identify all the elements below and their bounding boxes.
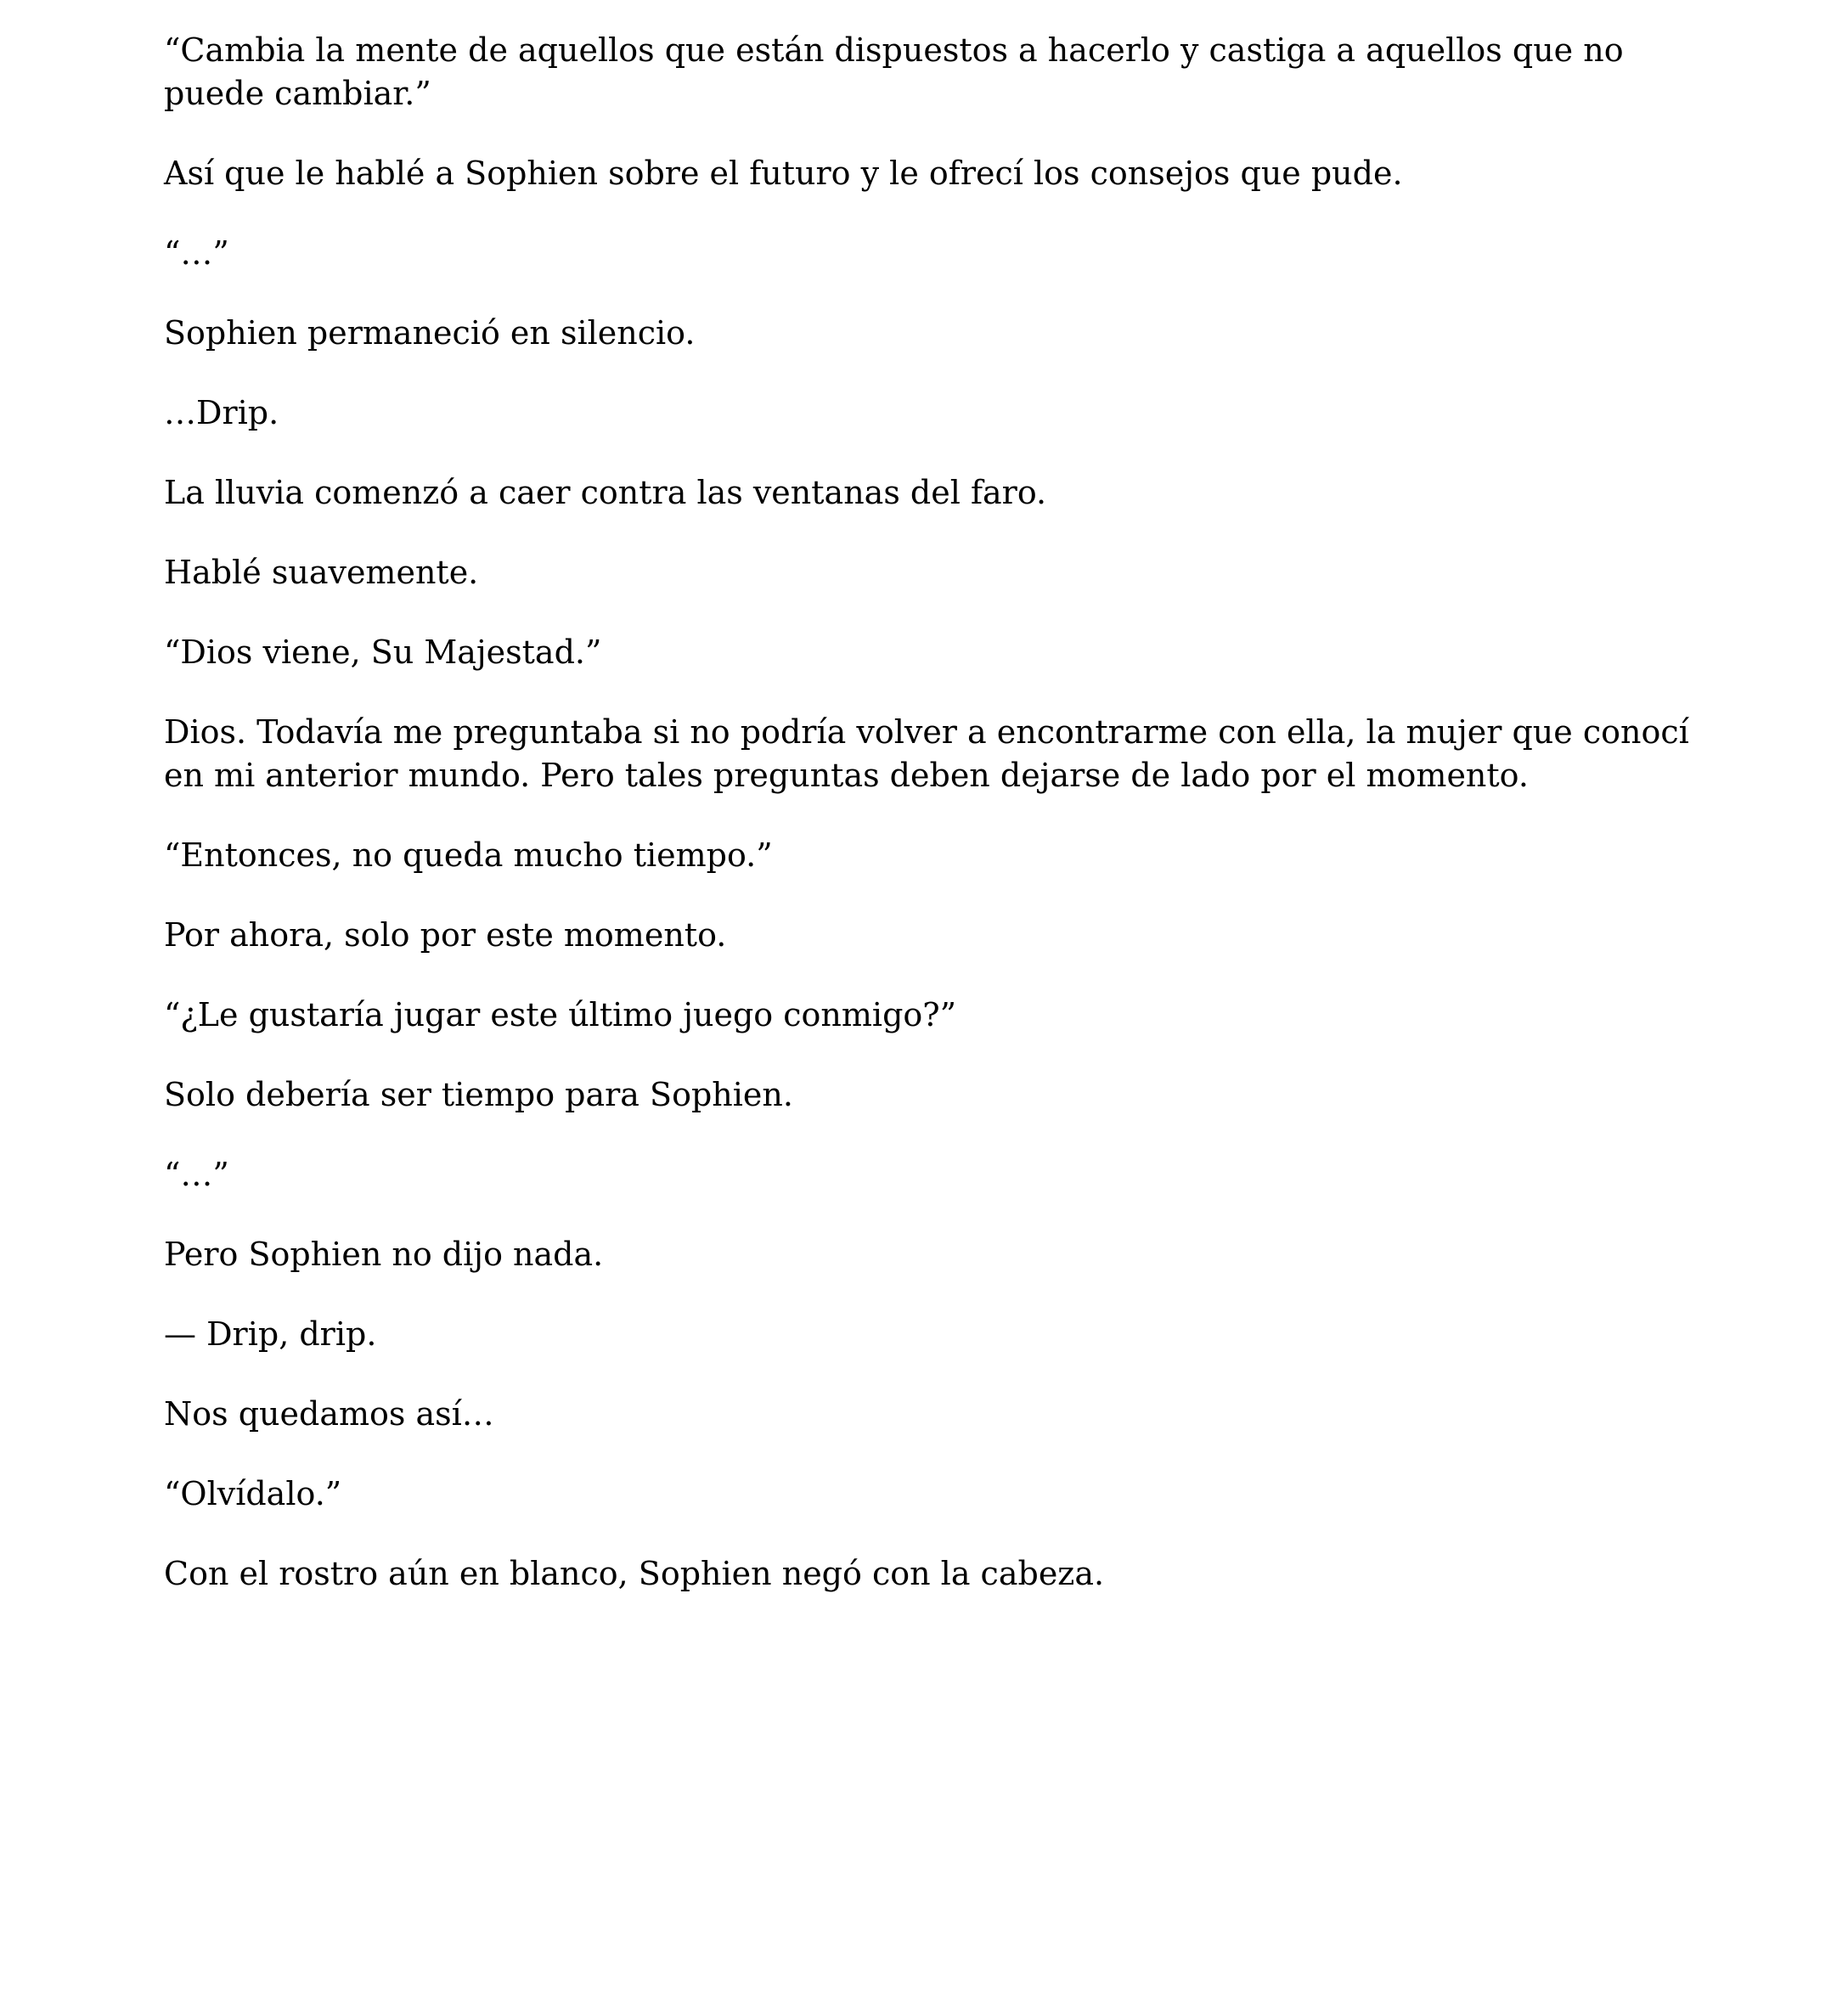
paragraph-4: Sophien permaneció en silencio. (164, 314, 696, 352)
paragraph-8: “Dios viene, Su Majestad.” (164, 633, 602, 671)
paragraph-5: …Drip. (164, 394, 279, 431)
document-body (164, 29, 1718, 1632)
paragraph-11: Por ahora, solo por este momento. (164, 916, 727, 954)
paragraph-7: Hablé suavemente. (164, 554, 479, 591)
paragraph-1: “Cambia la mente de aquellos que están dispuestos a hacerlo y castiga a aquellos que no puede cambiar.” (164, 31, 1624, 112)
paragraph-18: “Olvídalo.” (164, 1475, 342, 1512)
paragraph-3: “…” (164, 234, 229, 272)
paragraph-19: Con el rostro aún en blanco, Sophien negó con la cabeza. (164, 1555, 1105, 1592)
paragraph-12: “¿Le gustaría jugar este último juego conmigo?” (164, 996, 957, 1033)
paragraph-6: La lluvia comenzó a caer contra las ventanas del faro. (164, 474, 1047, 511)
paragraph-13: Solo debería ser tiempo para Sophien. (164, 1076, 793, 1113)
paragraph-14: “…” (164, 1156, 229, 1193)
paragraph-15: Pero Sophien no dijo nada. (164, 1236, 604, 1273)
paragraph-9: Dios. Todavía me preguntaba si no podría volver a encontrarme con ella, la mujer que conocí en mi anterior mundo. Pero tales preguntas deben dejarse de lado por el momento. (164, 713, 1689, 794)
paragraph-16: — Drip, drip. (164, 1315, 377, 1353)
paragraph-17: Nos quedamos así… (164, 1395, 494, 1433)
paragraph-10: “Entonces, no queda mucho tiempo.” (164, 836, 773, 874)
paragraph-2: Así que le hablé a Sophien sobre el futuro y le ofrecí los consejos que pude. (164, 155, 1403, 192)
